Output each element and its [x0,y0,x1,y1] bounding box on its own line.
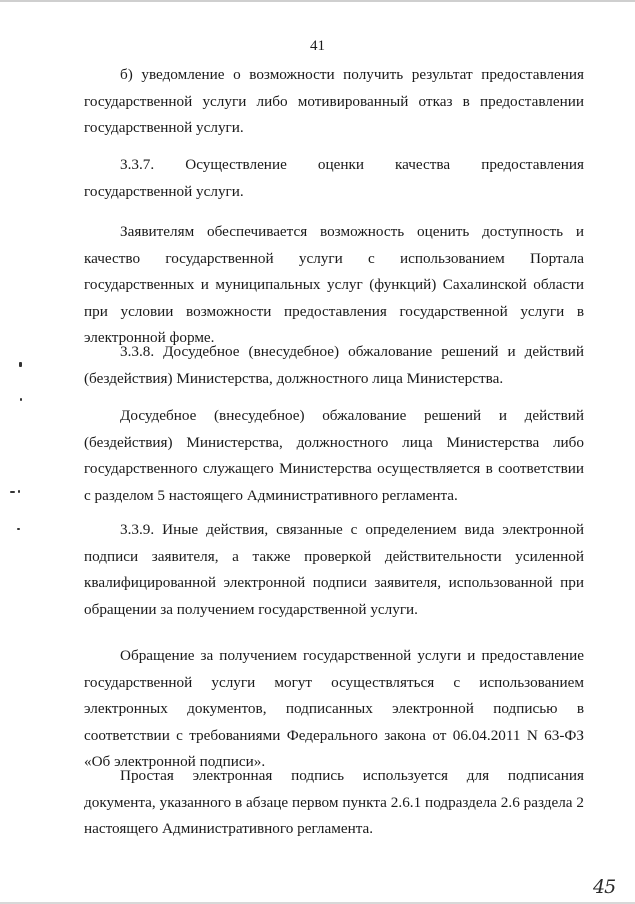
scan-speck-1 [19,362,22,367]
paragraph-section-3-3-8: 3.3.8. Досудебное (внесудебное) обжалование решений и действий (бездействия) Министерства, должностного лица Министерства. [84,343,584,387]
paragraph-result-notice: б) уведомление о возможности получить результат предоставления государственной услуги либо мотивированный отказ в предоставлении государственной услуги. [84,66,584,136]
scan-top-edge [0,0,635,2]
paragraph-section-3-3-7: 3.3.7. Осуществление оценки качества предоставления государственной услуги. [84,156,584,200]
scan-speck-2 [20,398,22,401]
paragraph-electronic-documents: Обращение за получением государственной услуги и предоставление государственной услуги могут осуществляться с использованием электронных документов, подписанных электронной подписью в соответствии с требованиями Федерального закона от 06.04.2011 N 63-ФЗ «Об электронной подписи». [84,647,584,770]
handwritten-page-number: 45 [593,876,616,898]
scan-speck-4 [18,490,20,493]
paragraph-section-3-3-9: 3.3.9. Иные действия, связанные с определением вида электронной подписи заявителя, а также проверкой действительности усиленной квалифицированной электронной подписи заявителя, использованной при обращении за получением государственной услуги. [84,521,584,618]
paragraph-simple-signature: Простая электронная подпись используется для подписания документа, указанного в абзаце первом пункта 2.6.1 подраздела 2.6 раздела 2 настоящего Административного регламента. [84,767,584,837]
paragraph-quality-assessment: Заявителям обеспечивается возможность оценить доступность и качество государственной услуги с использованием Портала государственных и муниципальных услуг (функций) Сахалинской области при условии возможности предоставления государственной услуги в электронной форме. [84,223,584,346]
scan-speck-5 [17,528,20,530]
page-number: 41 [310,38,325,54]
scan-speck-3 [10,491,15,493]
paragraph-pretrial-appeal: Досудебное (внесудебное) обжалование решений и действий (бездействия) Министерства, должностного лица Министерства либо государственного служащего Министерства осуществляется в соответствии с разделом 5 настоящего Административного регламента. [84,407,584,504]
